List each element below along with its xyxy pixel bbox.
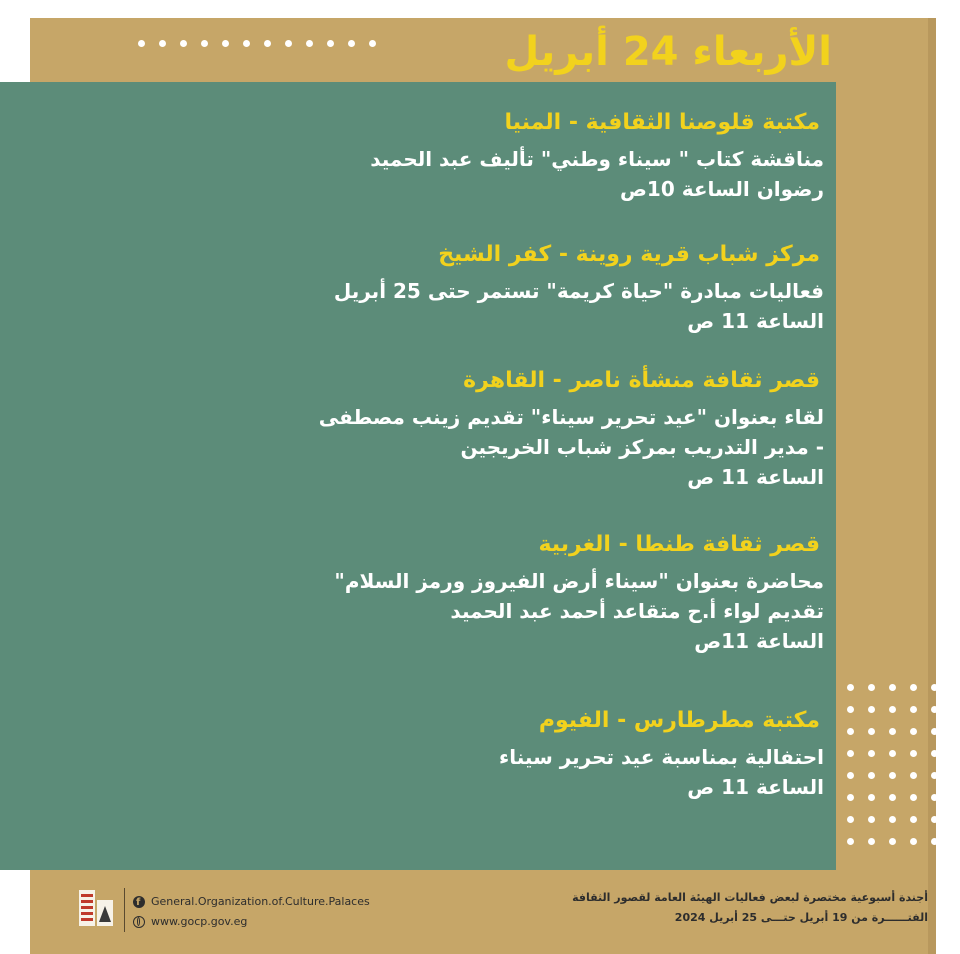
dot <box>868 728 875 735</box>
dot <box>868 772 875 779</box>
day-title: الأربعاء 24 أبريل <box>504 29 832 75</box>
dot <box>931 838 938 845</box>
event-line: تقديم لواء أ.ح متقاعد أحمد عبد الحميد <box>450 599 824 623</box>
event-item <box>319 364 824 492</box>
dot <box>931 772 938 779</box>
footer-contact <box>133 892 370 932</box>
dot <box>910 706 917 713</box>
dot <box>306 40 313 47</box>
gocp-logo <box>77 886 117 930</box>
dot <box>348 40 355 47</box>
event-line: الساعة 11 ص <box>687 465 824 489</box>
event-venue: مركز شباب قرية روينة - كفر الشيخ <box>438 242 820 267</box>
dot <box>868 794 875 801</box>
dot <box>910 772 917 779</box>
dot <box>889 684 896 691</box>
footer-agenda <box>572 888 928 928</box>
agenda-title: أجندة أسبوعية مختصرة لبعض فعاليات الهيئة العامة لقصور الثقافة <box>572 891 928 904</box>
event-venue: مكتبة مطرطارس - الفيوم <box>538 708 820 733</box>
dot <box>847 684 854 691</box>
event-item <box>499 704 824 802</box>
dot <box>910 750 917 757</box>
event-venue: مكتبة قلوصنا الثقافية - المنيا <box>504 110 820 135</box>
globe-icon <box>133 916 145 928</box>
event-venue: قصر ثقافة طنطا - الغربية <box>538 532 820 557</box>
dot <box>889 838 896 845</box>
agenda-period: الفتــــــرة من 19 أبريل حتـــى 25 أبريل 2024 <box>674 911 928 924</box>
dot <box>910 794 917 801</box>
event-line: الساعة 11ص <box>694 629 824 653</box>
dot <box>910 838 917 845</box>
dot <box>847 750 854 757</box>
facebook-icon <box>133 896 145 908</box>
dot <box>889 706 896 713</box>
dot <box>264 40 271 47</box>
dot <box>931 794 938 801</box>
dot <box>910 816 917 823</box>
dot <box>889 728 896 735</box>
dot <box>931 816 938 823</box>
facebook-row[interactable] <box>133 892 370 912</box>
dot <box>889 750 896 757</box>
dot <box>910 684 917 691</box>
footer-divider <box>124 888 125 932</box>
dot <box>847 772 854 779</box>
event-item <box>370 106 824 204</box>
event-line: احتفالية بمناسبة عيد تحرير سيناء <box>499 745 824 769</box>
dot <box>868 684 875 691</box>
dot <box>889 772 896 779</box>
dot <box>847 838 854 845</box>
event-line: رضوان الساعة 10ص <box>620 177 824 201</box>
dot <box>285 40 292 47</box>
dot <box>931 728 938 735</box>
dot <box>889 816 896 823</box>
dot <box>847 728 854 735</box>
decorative-dots-grid <box>847 684 938 845</box>
website-link[interactable]: www.gocp.gov.eg <box>151 915 248 928</box>
decorative-dots-top <box>138 40 376 47</box>
website-row[interactable] <box>133 912 370 932</box>
event-line: لقاء بعنوان "عيد تحرير سيناء" تقديم زينب مصطفى <box>318 405 824 429</box>
event-item <box>334 528 824 656</box>
dot <box>868 750 875 757</box>
dot <box>931 706 938 713</box>
event-line: فعاليات مبادرة "حياة كريمة" تستمر حتى 25 أبريل <box>333 279 824 303</box>
dot <box>910 728 917 735</box>
dot <box>327 40 334 47</box>
dot <box>931 684 938 691</box>
dot <box>138 40 145 47</box>
event-line: الساعة 11 ص <box>687 309 824 333</box>
dot <box>847 706 854 713</box>
dot <box>868 706 875 713</box>
dot <box>847 794 854 801</box>
dot <box>868 816 875 823</box>
dot <box>868 838 875 845</box>
dot <box>889 794 896 801</box>
dot <box>222 40 229 47</box>
facebook-link[interactable]: General.Organization.of.Culture.Palaces <box>151 895 370 908</box>
event-line: مناقشة كتاب " سيناء وطني" تأليف عبد الحميد <box>370 147 824 171</box>
dot <box>180 40 187 47</box>
dot <box>369 40 376 47</box>
event-venue: قصر ثقافة منشأة ناصر - القاهرة <box>463 368 820 393</box>
dot <box>931 750 938 757</box>
event-item <box>334 238 824 336</box>
event-line: محاضرة بعنوان "سيناء أرض الفيروز ورمز السلام" <box>334 569 824 593</box>
dot <box>159 40 166 47</box>
event-line: - مدير التدريب بمركز شباب الخريجين <box>460 435 824 459</box>
event-line: الساعة 11 ص <box>687 775 824 799</box>
dot <box>243 40 250 47</box>
dot <box>201 40 208 47</box>
dot <box>847 816 854 823</box>
